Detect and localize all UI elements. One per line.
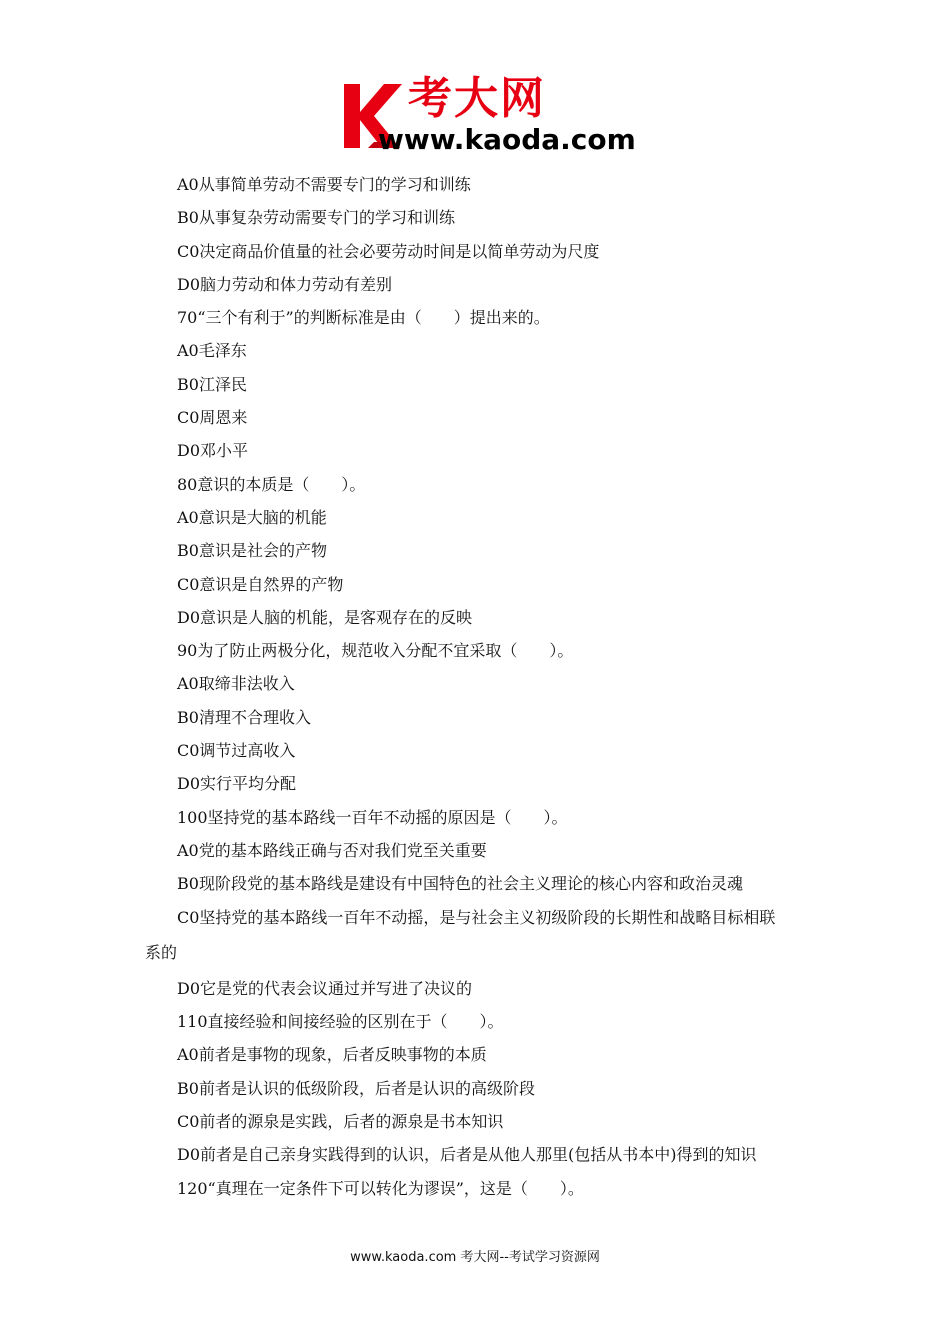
question-8: 80意识的本质是（ ）。 (177, 474, 366, 494)
text-line: A0毛泽东 (177, 341, 247, 361)
text-line: D0邓小平 (177, 441, 249, 461)
text-line: D0意识是人脑的机能，是客观存在的反映 (177, 607, 473, 627)
text-line: C0周恩来 (177, 408, 248, 428)
text-line: C0调节过高收入 (177, 741, 296, 761)
question-7: 70“三个有利于”的判断标准是由（ ）提出来的。 (177, 308, 550, 328)
text-line: C0意识是自然界的产物 (177, 574, 344, 594)
text-line: D0实行平均分配 (177, 774, 297, 794)
question-9: 90为了防止两极分化，规范收入分配不宜采取（ ）。 (177, 641, 574, 661)
question-11: 110直接经验和间接经验的区别在于（ ）。 (177, 1012, 504, 1032)
text-line: B0从事复杂劳动需要专门的学习和训练 (177, 208, 455, 228)
text-line: B0现阶段党的基本路线是建设有中国特色的社会主义理论的核心内容和政治灵魂 (177, 874, 743, 894)
site-logo (338, 74, 658, 158)
logo-text: 考大网 (408, 73, 546, 124)
text-line: D0前者是自己亲身实践得到的认识，后者是从他人那里(包括从书本中)得到的知识 (177, 1145, 757, 1165)
text-line: B0意识是社会的产物 (177, 541, 327, 561)
text-line: A0取缔非法收入 (177, 674, 295, 694)
question-10: 100坚持党的基本路线一百年不动摇的原因是（ ）。 (177, 807, 568, 827)
text-line: C0坚持党的基本路线一百年不动摇，是与社会主义初级阶段的长期性和战略目标相联 (177, 907, 776, 927)
logo-url: www.kaoda.com (378, 123, 636, 156)
text-line: A0前者是事物的现象，后者反映事物的本质 (177, 1045, 487, 1065)
text-line: C0前者的源泉是实践，后者的源泉是书本知识 (177, 1112, 504, 1132)
text-line: B0前者是认识的低级阶段，后者是认识的高级阶段 (177, 1078, 535, 1098)
text-line: A0从事简单劳动不需要专门的学习和训练 (177, 175, 471, 194)
text-line: B0清理不合理收入 (177, 707, 311, 727)
text-line: D0它是党的代表会议通过并写进了决议的 (177, 978, 473, 998)
question-12: 120“真理在一定条件下可以转化为谬误”，这是（ ）。 (177, 1178, 584, 1198)
text-line: D0脑力劳动和体力劳动有差别 (177, 274, 393, 294)
text-line: C0决定商品价值量的社会必要劳动时间是以简单劳动为尺度 (177, 241, 600, 261)
text-line-continuation: 系的 (145, 942, 178, 962)
text-line: A0意识是大脑的机能 (177, 507, 327, 527)
text-line: A0党的基本路线正确与否对我们党至关重要 (177, 840, 487, 860)
text-line: B0江泽民 (177, 374, 247, 394)
document-body (0, 168, 950, 1205)
page-footer: www.kaoda.com 考大网--考试学习资源网 (350, 1250, 600, 1265)
